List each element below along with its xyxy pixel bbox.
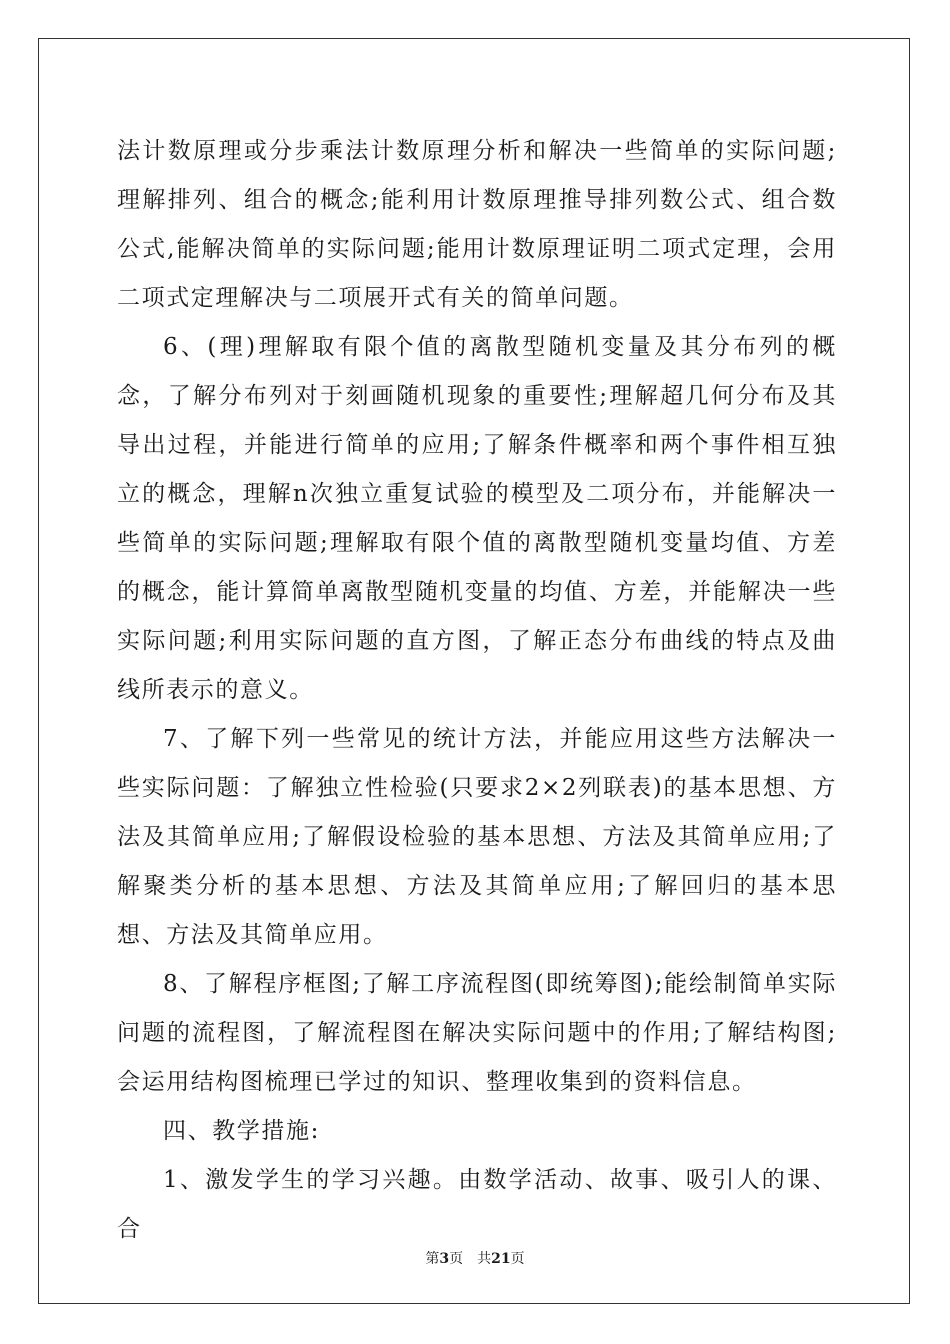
paragraph: 7、了解下列一些常见的统计方法，并能应用这些方法解决一些实际问题：了解独立性检验(只要求2×2列联表)的基本思想、方法及其简单应用;了解假设检验的基本思想、方法及其简单应用;了解聚类分析的基本思想、方法及其简单应用;了解回归的基本思想、方法及其简单应用。 [117, 726, 837, 948]
footer-total-pages: 21 [491, 1251, 511, 1267]
document-body [117, 127, 837, 1254]
paragraph: 6、(理)理解取有限个值的离散型随机变量及其分布列的概念，了解分布列对于刻画随机现象的重要性;理解超几何分布及其导出过程，并能进行简单的应用;了解条件概率和两个事件相互独立的概念，理解n次独立重复试验的模型及二项分布，并能解决一些简单的实际问题;理解取有限个值的离散型随机变量均值、方差的概念，能计算简单离散型随机变量的均值、方差，并能解决一些实际问题;利用实际问题的直方图，了解正态分布曲线的特点及曲线所表示的意义。 [117, 334, 837, 703]
paragraph: 法计数原理或分步乘法计数原理分析和解决一些简单的实际问题;理解排列、组合的概念;能利用计数原理推导排列数公式、组合数公式,能解决简单的实际问题;能用计数原理证明二项式定理，会用二项式定理解决与二项展开式有关的简单问题。 [117, 138, 837, 311]
footer-total-unit: 页 [510, 1251, 525, 1267]
footer-page-prefix: 第 [425, 1251, 440, 1267]
page-footer [0, 1248, 950, 1268]
footer-total-prefix: 共 [477, 1251, 492, 1267]
footer-page-unit: 页 [449, 1251, 464, 1267]
section-heading: 四、教学措施: [163, 1118, 320, 1144]
footer-page-number: 3 [439, 1251, 450, 1267]
paragraph: 1、激发学生的学习兴趣。由数学活动、故事、吸引人的课、合 [117, 1167, 837, 1242]
paragraph: 8、了解程序框图;了解工序流程图(即统筹图);能绘制简单实际问题的流程图，了解流程图在解决实际问题中的作用;了解结构图;会运用结构图梳理已学过的知识、整理收集到的资料信息。 [117, 971, 837, 1095]
